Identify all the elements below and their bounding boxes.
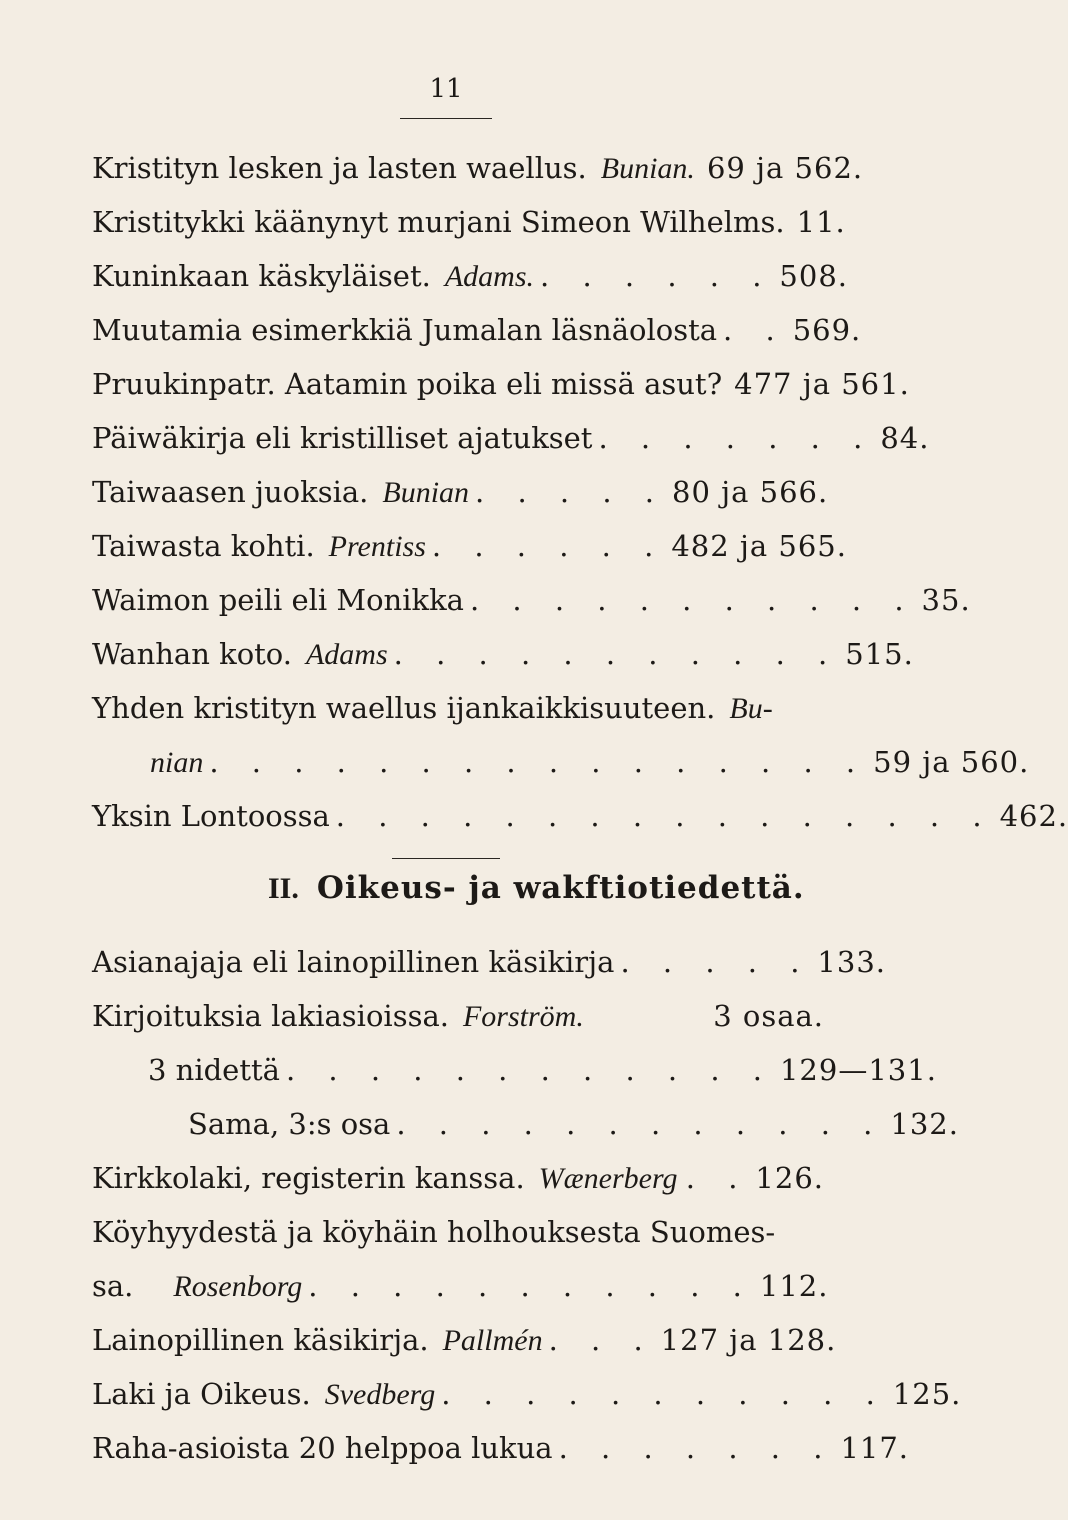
entry bbox=[92, 794, 1068, 838]
entry bbox=[92, 1318, 837, 1362]
entry-author: Forström. bbox=[462, 1000, 584, 1033]
entry bbox=[92, 686, 824, 730]
entry-number: 59 ja 560. bbox=[873, 745, 1030, 779]
entry-author: Bu- bbox=[729, 692, 773, 725]
entry-number: 477 ja 561. bbox=[734, 367, 910, 401]
entry-title: Yhden kristityn waellus ijankaikkisuuteen. bbox=[92, 691, 716, 725]
entry-number: 129—131. bbox=[779, 1053, 937, 1087]
entry-title: Lainopillinen käsikirja. bbox=[92, 1323, 429, 1357]
entry bbox=[92, 362, 910, 406]
entry-continuation bbox=[92, 740, 1030, 784]
entry-number: 482 ja 565. bbox=[671, 529, 847, 563]
entry-author: nian bbox=[150, 746, 204, 779]
entry-number: 127 ja 128. bbox=[660, 1323, 837, 1357]
entry-number: 515. bbox=[845, 637, 914, 671]
entry-number: 117. bbox=[840, 1431, 910, 1465]
entry-title: 3 nidettä bbox=[148, 1053, 280, 1087]
entry-title: Taiwaasen juoksia. bbox=[92, 475, 369, 509]
entry-title: Pruukinpatr. Aatamin poika eli missä asut? bbox=[92, 367, 723, 401]
entry bbox=[92, 1210, 824, 1254]
entry-number: 80 ja 566. bbox=[672, 475, 829, 509]
entry bbox=[92, 254, 848, 298]
leader-dots: . . bbox=[723, 313, 787, 347]
page-number: 11 bbox=[429, 74, 463, 104]
entry bbox=[92, 1372, 962, 1416]
entry bbox=[92, 200, 846, 244]
leader-dots: . . . . . . . . . . . bbox=[469, 583, 916, 617]
entry bbox=[92, 578, 971, 622]
entry-author: Prentiss bbox=[328, 530, 426, 563]
entry-author: Adams. bbox=[444, 260, 535, 293]
leader-dots: . . . . . . . . . . . bbox=[393, 637, 840, 671]
entry bbox=[92, 470, 829, 514]
entry-number: 126. bbox=[755, 1161, 824, 1195]
entry-number: 11. bbox=[796, 205, 846, 239]
entry-title: Wanhan koto. bbox=[92, 637, 292, 671]
entry-title: Päiwäkirja eli kristilliset ajatukset bbox=[92, 421, 593, 455]
entry-title: sa. bbox=[92, 1269, 134, 1303]
leader-dots: . . . . . . bbox=[431, 529, 666, 563]
entry-continuation bbox=[188, 1102, 959, 1146]
entry-continuation bbox=[92, 1264, 829, 1308]
entry-number: 508. bbox=[779, 259, 848, 293]
entry-title: Kristityn lesken ja lasten waellus. bbox=[92, 151, 587, 185]
entry-author: Adams bbox=[305, 638, 388, 671]
entry-number: 69 ja 562. bbox=[706, 151, 864, 185]
leader-dots: . . . bbox=[548, 1323, 655, 1357]
entry-number: 112. bbox=[759, 1269, 829, 1303]
entry-number: 569. bbox=[792, 313, 862, 347]
entry-title: Sama, 3:s osa bbox=[188, 1107, 391, 1141]
entry-title: Taiwasta kohti. bbox=[92, 529, 315, 563]
entry-number: 35. bbox=[921, 583, 971, 617]
entry bbox=[92, 416, 930, 460]
header-rule bbox=[400, 118, 492, 119]
leader-dots: . . . . . bbox=[475, 475, 667, 509]
entry-number: 125. bbox=[892, 1377, 962, 1411]
entry-title: Waimon peili eli Monikka bbox=[92, 583, 464, 617]
section-title: Oikeus- ja wakftiotiedettä. bbox=[316, 870, 805, 906]
leader-dots: . . bbox=[685, 1161, 750, 1195]
entry bbox=[92, 524, 847, 568]
leader-dots: . . . . . . . . . . . bbox=[308, 1269, 754, 1303]
entry-title: Asianajaja eli lainopillinen käsikirja bbox=[92, 945, 615, 979]
entry-number: 462. bbox=[999, 799, 1068, 833]
entry-number: 132. bbox=[890, 1107, 959, 1141]
entry-author: Pallmén bbox=[442, 1324, 543, 1357]
section-divider bbox=[392, 858, 500, 859]
entry bbox=[92, 940, 886, 984]
section-heading bbox=[268, 870, 805, 920]
entry-author: Svedberg bbox=[324, 1378, 436, 1411]
entry-continuation bbox=[148, 1048, 937, 1092]
entry-title: Muutamia esimerkkiä Jumalan läsnäolosta bbox=[92, 313, 718, 347]
entry bbox=[92, 308, 862, 352]
leader-dots: . . . . . . . . . . . . . . . . bbox=[335, 799, 994, 833]
leader-dots: . . . . . . . bbox=[598, 421, 875, 455]
entry-title: Kirkkolaki, registerin kanssa. bbox=[92, 1161, 525, 1195]
leader-dots: . . . . . . . . . . . . bbox=[285, 1053, 774, 1087]
entry bbox=[92, 1426, 910, 1470]
entry bbox=[92, 1156, 824, 1200]
entry-number: 133. bbox=[817, 945, 886, 979]
leader-dots: . . . . . . . . . . . . . . . . bbox=[209, 745, 868, 779]
leader-dots: . . . . . . . . . . . . bbox=[396, 1107, 885, 1141]
entry-title: Kristitykki käänynyt murjani Simeon Wilhelms. bbox=[92, 205, 785, 239]
entry-title: Yksin Lontoossa bbox=[92, 799, 330, 833]
entry-author: Wænerberg bbox=[538, 1162, 678, 1195]
entry bbox=[92, 632, 914, 676]
entry-number: 84. bbox=[880, 421, 930, 455]
entry-author: Bunian. bbox=[600, 152, 695, 185]
leader-dots: . . . . . bbox=[620, 945, 812, 979]
leader-dots: . . . . . . bbox=[540, 259, 774, 293]
entry bbox=[92, 994, 824, 1038]
section-number: II. bbox=[268, 872, 299, 905]
entry-number: 3 osaa. bbox=[713, 999, 824, 1033]
entry-title: Raha-asioista 20 helppoa lukua bbox=[92, 1431, 553, 1465]
entry-title: Laki ja Oikeus. bbox=[92, 1377, 311, 1411]
leader-dots: . . . . . . . bbox=[558, 1431, 835, 1465]
leader-dots: . . . . . . . . . . . bbox=[441, 1377, 887, 1411]
entry-author: Rosenborg bbox=[173, 1270, 303, 1303]
entry-author: Bunian bbox=[382, 476, 470, 509]
entry-title: Kuninkaan käskyläiset. bbox=[92, 259, 431, 293]
entry-title: Kirjoituksia lakiasioissa. bbox=[92, 999, 449, 1033]
entry bbox=[92, 146, 864, 190]
entry-title: Köyhyydestä ja köyhäin holhouksesta Suomes- bbox=[92, 1215, 776, 1249]
